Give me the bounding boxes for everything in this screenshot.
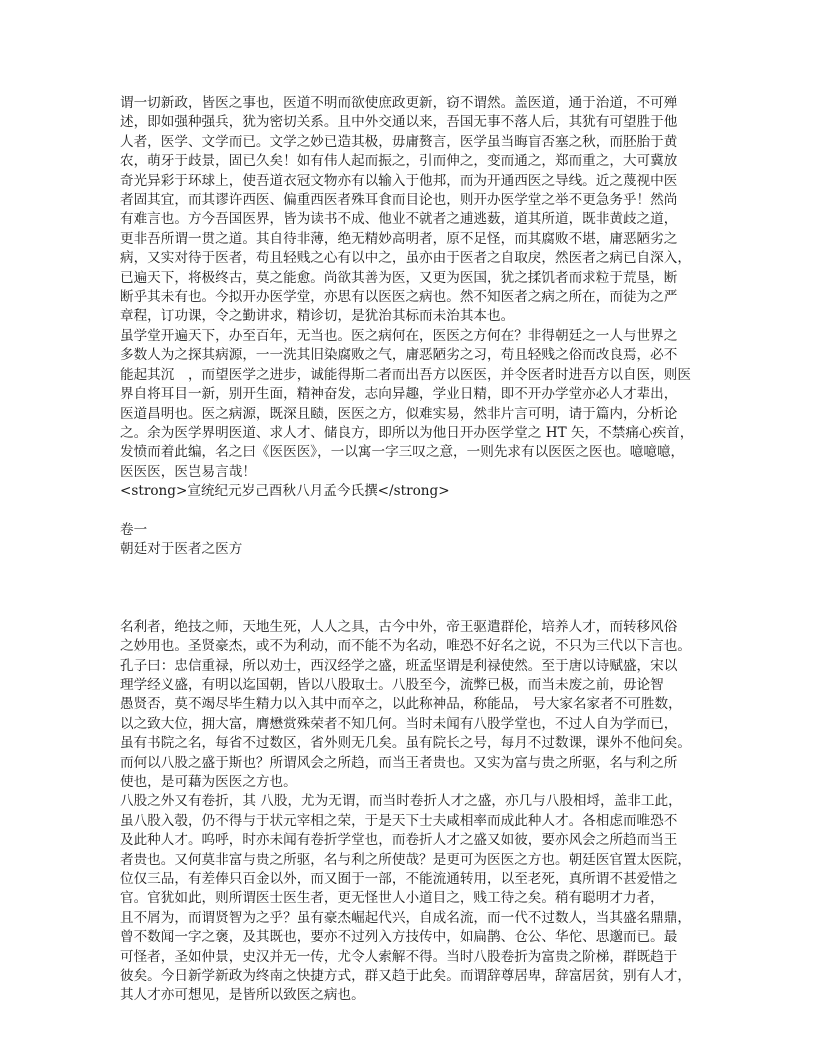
text-line: 能起其沉 ，而望医学之进步，诚能得斯二者而出吾方以医医，并令医者时进吾方以自医，则医 — [120, 366, 691, 383]
text-line: 农，萌牙于歧景，固已久矣！如有伟人起而振之，引而伸之，变而通之，郑而重之，大可冀放 — [120, 153, 678, 170]
text-line: 理学经义盛，有明以迄国朝，皆以八股取士。八股至今，流弊已极，而当未废之前，毋论智 — [120, 676, 664, 693]
text-line: 八股之外又有卷折，其 八股，尤为无谓，而当时卷折人才之盛，亦几与八股相埒，盖非工此， — [120, 793, 682, 810]
body-paragraph-1 — [120, 618, 697, 793]
text-line: 多数人为之探其病源，一一洗其旧染腐败之气，庸恶陋劣之习，苟且轻贱之俗而改良焉，必不 — [120, 347, 678, 364]
text-line: 且不屑为，而谓贤智为之乎？虽有豪杰崛起代兴，自成名流，而一代不过数人，当其盛名鼎鼎， — [120, 909, 691, 926]
spacer-large — [120, 560, 697, 618]
preface-paragraph-1 — [120, 94, 697, 327]
preface-signature: <strong>宣统纪元岁己酉秋八月孟今氏撰</strong> — [120, 483, 450, 500]
text-line: 名利者，绝技之师，天地生死，人人之具，古今中外，帝王驱遣群伦，培养人才，而转移风俗 — [120, 618, 678, 635]
text-line: 发愤而着此编，名之曰《医医医》，一以寓一字三叹之意，一则先求有以医医之医也。噫噫噫， — [120, 444, 685, 461]
text-line: 彼矣。今日新学新政为终南之快捷方式，群又趋于此矣。而谓辞尊居卑，辞富居贫，别有人才， — [120, 968, 691, 985]
text-line: 之妙用也。圣贤豪杰，或不为利动，而不能不为名动，唯恐不好名之说，不只为三代以下言也。 — [120, 638, 691, 655]
text-line: 虽学堂开遍天下，办至百年，无当也。医之病何在，医医之方何在？非得朝廷之一人与世界之 — [120, 327, 678, 344]
text-line: 人者，医学、文学而已。文学之妙已造其极，毋庸赘言，医学虽当晦盲否塞之秋，而胚胎于黄 — [120, 133, 678, 150]
text-line: 述，即如强种强兵，犹为密切关系。且中外交通以来，吾国无事不落人后，其犹有可望胜于他 — [120, 114, 678, 131]
chapter-title: 朝廷对于医者之医方 — [120, 541, 243, 558]
text-line: 使也，是可藉为医医之方也。 — [120, 773, 297, 790]
text-line: 章程，订功课，令之勤讲求，精诊切，是犹治其标而未治其本也。 — [120, 308, 515, 325]
text-line: 界自将耳目一新，别开生面，精神奋发，志向异趣，学业日精，即不开办学堂亦必人才辈出， — [120, 386, 678, 403]
text-line: 医医医，医岂易言哉！ — [120, 463, 256, 480]
text-line: 奇光异彩于环球上，使吾道衣冠文物亦有以输入于他邦，而为开通西医之导线。近之蔑视中医 — [120, 172, 678, 189]
body-paragraph-2 — [120, 792, 697, 1005]
document-page — [120, 94, 697, 1006]
text-line: 者固其宜，而其谬许西医、偏重西医者殊耳食而目论也，则开办医学堂之举不更急务乎！然尚 — [120, 192, 678, 209]
text-line: 孔子曰：忠信重禄，所以劝士，西汉经学之盛，班孟坚谓是利禄使然。至于唐以诗赋盛，宋以 — [120, 657, 678, 674]
spacer — [120, 502, 697, 521]
preface-paragraph-2 — [120, 327, 697, 482]
text-line: 病，又实对待于医者，苟且轻贱之心有以中之，虽亦由于医者之自取戾，然医者之病已自深入， — [120, 250, 691, 267]
text-line: 虽有书院之名，每省不过数区，省外则无几矣。虽有院长之号，每月不过数课，课外不他问矣。 — [120, 735, 691, 752]
text-line: 更非吾所谓一贯之道。其自待非薄，绝无精妙高明者，原不足怪，而其腐败不堪，庸恶陋劣之 — [120, 230, 678, 247]
text-line: 以之致大位，拥大富，膺懋赏殊荣者不知几何。当时未闻有八股学堂也，不过人自为学而已， — [120, 715, 678, 732]
text-line: 断乎其未有也。今拟开办医学堂，亦思有以医医之病也。然不知医者之病之所在，而徒为之严 — [120, 289, 678, 306]
text-line: 愚贤否，莫不竭尽毕生精力以入其中而卒之，以此称神品，称能品， 号大家名家者不可胜数， — [120, 696, 682, 713]
text-line: 位仅三品，有差俸只百金以外，而又囿于一部，不能流通转用，以至老死，真所谓不甚爱惜之 — [120, 871, 678, 888]
text-line: 官。官犹如此，则所谓医士医生者，更无怪世人小道目之，贱工待之矣。稍有聪明才力者， — [120, 890, 664, 907]
text-line: 医道昌明也。医之病源，既深且赜，医医之方，似难实易，然非片言可明，请于篇内，分析论 — [120, 405, 678, 422]
text-line: 其人才亦可想见，是皆所以致医之病也。 — [120, 987, 365, 1004]
text-line: 可怪者，圣如仲景，史汉并无一传，尤令人索解不得。当时八股卷折为富贵之阶梯，群既趋于 — [120, 948, 678, 965]
text-line: 谓一切新政，皆医之事也，医道不明而欲使庶政更新，窃不谓然。盖医道，通于治道，不可殚 — [120, 95, 678, 111]
text-line: 之。余为医学界明医道、求人才、储良方，即所以为他日开办医学堂之 HT 矢，不禁痛心疾首， — [120, 424, 694, 441]
text-line: 者贵也。又何莫非富与贵之所驱，名与利之所使哉？是更可为医医之方也。朝廷医官置太医院， — [120, 851, 691, 868]
text-line: 而何以八股之盛于斯也？所谓风会之所趋，而当王者贵也。又实为富与贵之所驱，名与利之所 — [120, 754, 678, 771]
volume-title: 卷一 — [120, 521, 148, 538]
text-line: 已遍天下，将极终古，莫之能愈。尚欲其善为医，又更为医国，犹之揉饥者而求粒于荒垦，断 — [120, 269, 678, 286]
text-line: 曾不数闻一字之褒，及其既也，要亦不过列入方技传中，如扁鹊、仓公、华佗、思邈而已。最 — [120, 929, 678, 946]
text-line: 虽八股入彀，仍不得与于状元宰相之荣，于是天下士夫咸相率而成此种人才。各相虑而唯恐不 — [120, 812, 678, 829]
text-line: 及此种人才。呜呼，时亦未闻有卷折学堂也，而卷折人才之盛又如彼，要亦风会之所趋而当王 — [120, 832, 678, 849]
text-line: 有难言也。方今吾国医界，皆为读书不成、他业不就者之逋逃薮，道其所道，既非黄歧之道， — [120, 211, 678, 228]
